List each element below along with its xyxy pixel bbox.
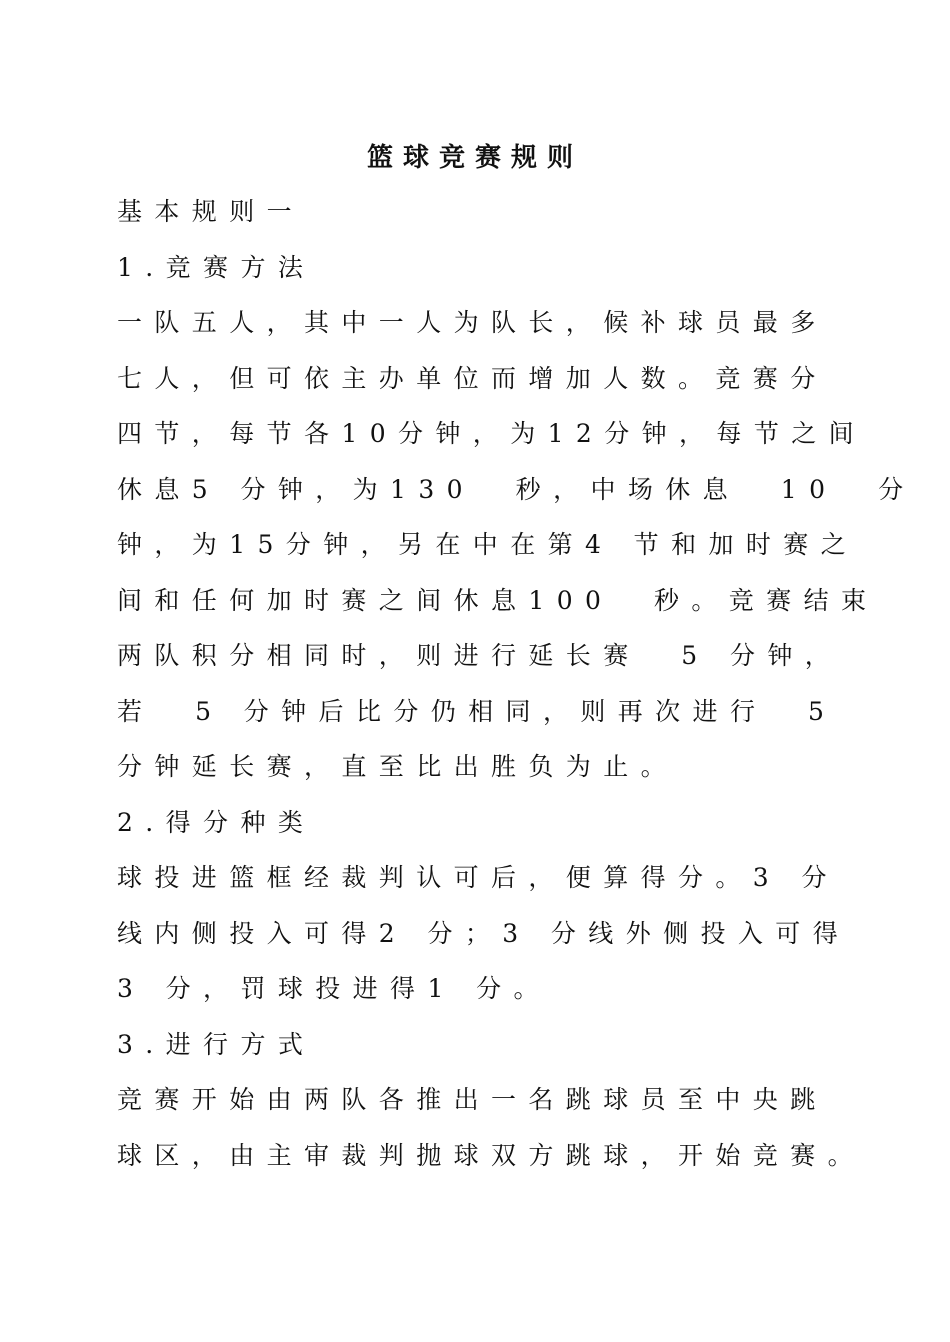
body-line: 四节，每节各10分钟，为12分钟，每节之间 <box>117 419 867 448</box>
body-line: 若 5 分钟后比分仍相同，则再次进行 5 <box>117 697 837 726</box>
body-line: 两队积分相同时，则进行延长赛 5 分钟， <box>117 641 843 670</box>
body-line: 钟，为15分钟，另在中在第4 节和加时赛之 <box>117 530 859 559</box>
body-line: 球投进篮框经裁判认可后，便算得分。3 分 <box>117 863 839 892</box>
body-line: 休息5 分钟，为130 秒，中场休息 10 分 <box>117 475 916 504</box>
section-heading: 基本规则一 <box>117 197 305 226</box>
body-line: 分钟延长赛，直至比出胜负为止。 <box>117 752 679 781</box>
body-line: 一队五人，其中一人为队长，候补球员最多 <box>117 308 828 337</box>
body-line: 3 分，罚球投进得1 分。 <box>117 974 551 1003</box>
body-line: 竞赛开始由两队各推出一名跳球员至中央跳 <box>117 1085 828 1114</box>
body-line: 间和任何加时赛之间休息100 秒。竞赛结束 <box>117 586 879 615</box>
body-line: 线内侧投入可得2 分；3 分线外侧投入可得 <box>117 919 851 948</box>
subsection-heading: 1.竞赛方法 <box>117 253 316 282</box>
subsection-heading: 2.得分种类 <box>117 808 316 837</box>
subsection-heading: 3.进行方式 <box>117 1030 316 1059</box>
body-line: 七人，但可依主办单位而增加人数。竞赛分 <box>117 364 828 393</box>
body-line: 球区，由主审裁判抛球双方跳球，开始竞赛。 <box>117 1141 866 1170</box>
document-title: 篮球竞赛规则 <box>366 143 583 173</box>
